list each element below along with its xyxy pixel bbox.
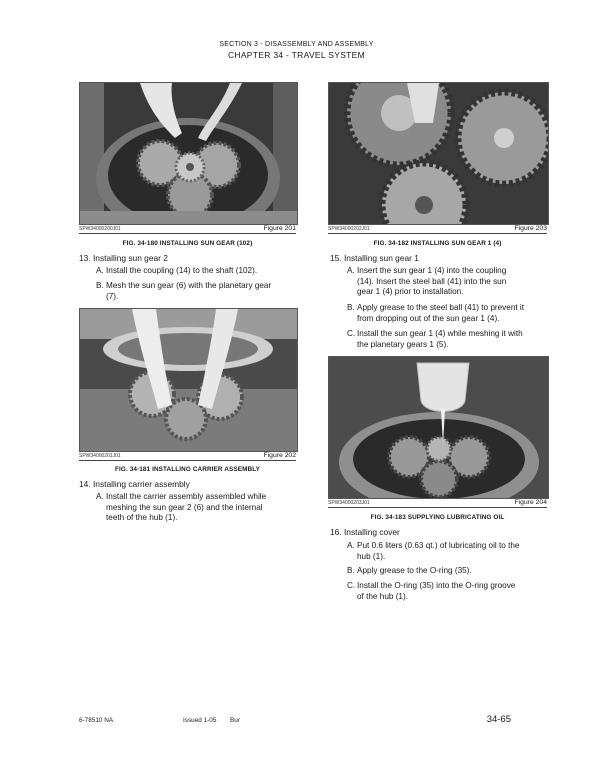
figure-number: Figure 204 bbox=[514, 499, 547, 506]
figure-title: FIG. 34-182 INSTALLING SUN GEAR 1 (4) bbox=[373, 240, 502, 247]
sub-text-line: meshing the sun gear 2 (6) and the internal bbox=[106, 502, 263, 512]
sub-letter: A. bbox=[347, 541, 355, 550]
photo-installing-carrier-assembly bbox=[79, 308, 298, 452]
figure-title: FIG. 34-180 INSTALLING SUN GEAR (102) bbox=[122, 240, 253, 247]
sub-text-line: Install the O-ring (35) into the O-ring groove bbox=[357, 581, 516, 590]
figure-204-caption-line bbox=[328, 497, 547, 508]
figure-title: FIG. 34-181 INSTALLING CARRIER ASSEMBLY bbox=[115, 466, 260, 473]
sub-letter: B. bbox=[347, 566, 355, 575]
sub-text-line: gear 1 (4) prior to installation. bbox=[357, 287, 464, 297]
figure-code: SPW34000200J01 bbox=[79, 226, 121, 232]
page-number: 34-65 bbox=[486, 714, 511, 725]
section-header: SECTION 3 - DISASSEMBLY AND ASSEMBLY bbox=[219, 41, 374, 48]
sub-text-line: (14). Insert the steel ball (41) into the sun bbox=[357, 276, 507, 286]
sub-letter: B. bbox=[96, 281, 104, 290]
step-15-title: 15. Installing sun gear 1 bbox=[330, 253, 419, 263]
chapter-header: CHAPTER 34 - TRAVEL SYSTEM bbox=[227, 50, 366, 60]
sub-text-line: teeth of the hub (1). bbox=[106, 513, 178, 523]
sub-text-line: Install the carrier assembly assembled while bbox=[106, 492, 267, 501]
photo-supplying-lubricating-oil bbox=[328, 356, 549, 499]
sub-text-line: Install the coupling (14) to the shaft (102). bbox=[106, 266, 258, 275]
sub-text-line: from dropping out of the sun gear 1 (4). bbox=[357, 313, 500, 323]
figure-title: FIG. 34-183 SUPPLYING LUBRICATING OIL bbox=[370, 514, 505, 521]
step-13-title: 13. Installing sun gear 2 bbox=[79, 253, 168, 263]
sub-text-line: Put 0.6 liters (0.63 qt.) of lubricating oil to the bbox=[357, 541, 520, 550]
figure-number: Figure 202 bbox=[263, 452, 296, 459]
footer-doc-number: 6-78510 NA bbox=[79, 717, 114, 724]
figure-201-caption-line bbox=[79, 223, 296, 234]
sub-letter: B. bbox=[347, 303, 355, 312]
figure-number: Figure 201 bbox=[263, 225, 296, 232]
sub-text-line: Apply grease to the O-ring (35). bbox=[357, 566, 472, 575]
footer-issued: Issued 1-05 bbox=[183, 717, 217, 724]
sub-text-line: Install the sun gear 1 (4) while meshing it with bbox=[357, 329, 523, 338]
sub-letter: A. bbox=[347, 266, 355, 275]
figure-code: SPW34000202J01 bbox=[328, 226, 370, 232]
sub-letter: A. bbox=[96, 266, 104, 275]
figure-203-caption-line bbox=[328, 223, 547, 234]
sub-text-line: Mesh the sun gear (6) with the planetary gear bbox=[106, 281, 272, 290]
sub-text-line: the planetary gears 1 (5). bbox=[357, 339, 449, 349]
figure-number: Figure 203 bbox=[514, 225, 547, 232]
sub-text-line: hub (1). bbox=[357, 551, 386, 561]
step-16-title: 16. Installing cover bbox=[330, 527, 400, 537]
sub-text-line: of the hub (1). bbox=[357, 591, 408, 601]
photo-installing-sun-gear-102 bbox=[79, 82, 298, 225]
sub-text-line: (7). bbox=[106, 291, 119, 301]
footer-bur: Bur bbox=[230, 717, 240, 724]
photo-installing-sun-gear-1 bbox=[328, 82, 549, 225]
figure-code: SPW34000203J01 bbox=[328, 500, 370, 506]
sub-text-line: Insert the sun gear 1 (4) into the coupling bbox=[357, 266, 507, 275]
sub-text-line: Apply grease to the steel ball (41) to prevent it bbox=[357, 303, 525, 312]
figure-code: SPW34000201J01 bbox=[79, 453, 121, 459]
sub-letter: A. bbox=[96, 492, 104, 501]
sub-letter: C. bbox=[347, 329, 356, 338]
figure-202-caption-line bbox=[79, 450, 296, 461]
step-14-title: 14. Installing carrier assembly bbox=[79, 479, 190, 489]
sub-letter: C. bbox=[347, 581, 356, 590]
